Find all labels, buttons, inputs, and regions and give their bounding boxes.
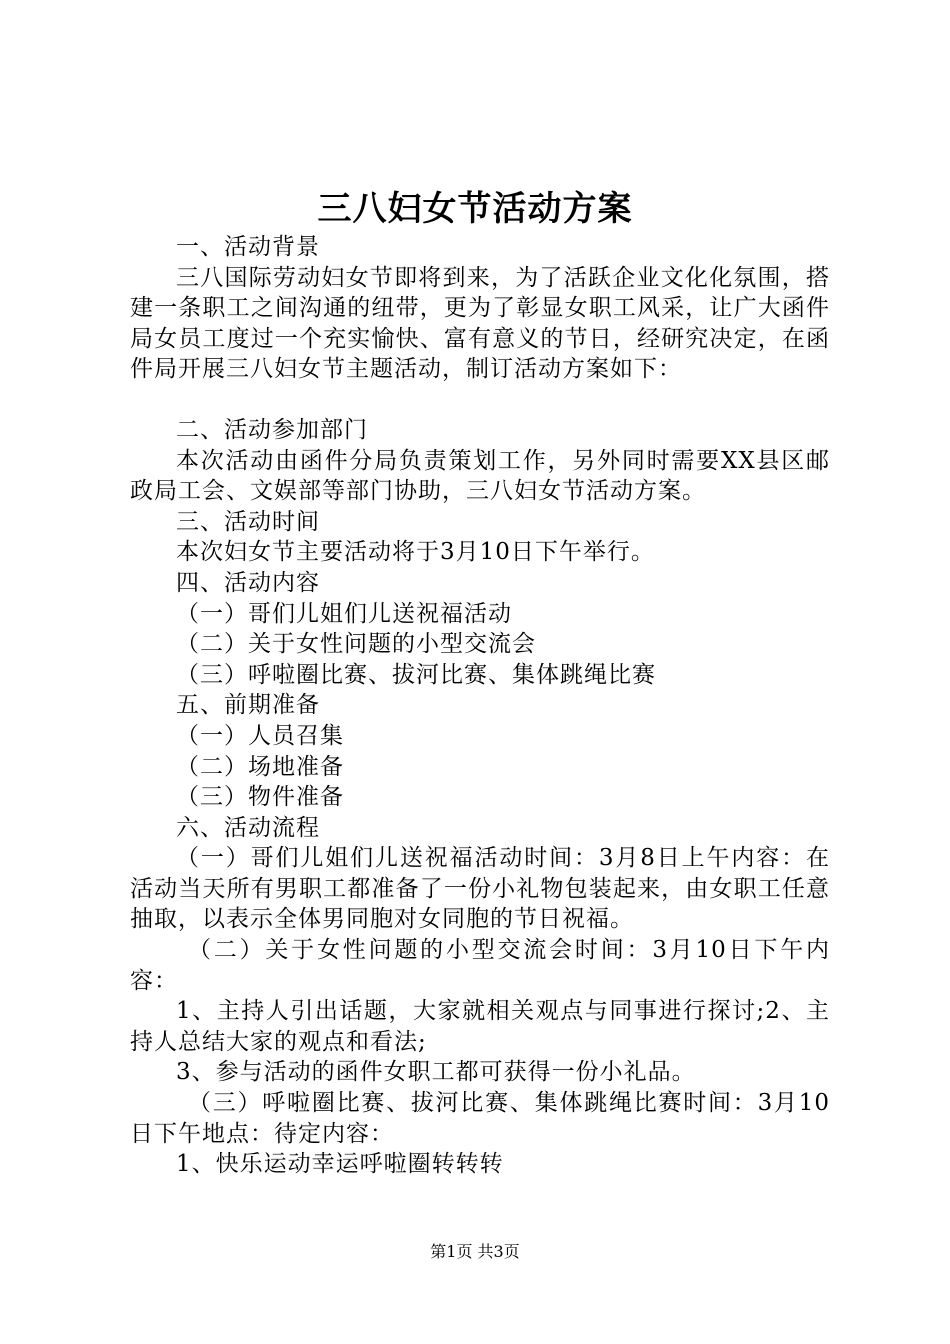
page-footer: 第1页 共3页	[430, 1242, 520, 1261]
paragraph-process-3-item-1: 1、快乐运动幸运呼啦圈转转转	[176, 1151, 504, 1178]
list-item: （一）人员召集	[176, 722, 344, 749]
paragraph-process-3: （三）呼啦圈比赛、拔河比赛、集体跳绳比赛时间：3月10日下午地点：待定内容：	[130, 1090, 830, 1147]
paragraph-process-2-items: 1、主持人引出话题，大家就相关观点与同事进行探讨;2、主持人总结大家的观点和看法;	[130, 998, 830, 1055]
paragraph-gap	[130, 385, 830, 415]
list-item: （二）关于女性问题的小型交流会	[176, 631, 536, 658]
document-title: 三八妇女节活动方案	[317, 189, 633, 229]
section-heading-time: 三、活动时间	[176, 508, 320, 535]
list-item: （一）哥们儿姐们儿送祝福活动	[176, 600, 512, 627]
paragraph-time: 本次妇女节主要活动将于3月10日下午举行。	[176, 539, 655, 566]
paragraph-departments: 本次活动由函件分局负责策划工作，另外同时需要XX县区邮政局工会、文娱部等部门协助，三八妇女节活动方案。	[130, 447, 830, 505]
section-heading-content: 四、活动内容	[176, 569, 320, 596]
section-heading-departments: 二、活动参加部门	[176, 416, 368, 443]
paragraph-process-2: （二）关于女性问题的小型交流会时间：3月10日下午内容：	[130, 937, 830, 994]
paragraph-process-2-item-3: 3、参与活动的函件女职工都可获得一份小礼品。	[176, 1059, 696, 1086]
paragraph-background: 三八国际劳动妇女节即将到来，为了活跃企业文化化氛围，搭建一条职工之间沟通的纽带，更为了彰显女职工风采，让广大函件局女员工度过一个充实愉快、富有意义的节日，经研究决定，在函件局开展三八妇女节主题活动，制订活动方案如下：	[130, 264, 830, 383]
document-body	[130, 232, 830, 1180]
list-item: （三）物件准备	[176, 784, 344, 811]
paragraph-process-1: （一）哥们儿姐们儿送祝福活动时间：3月8日上午内容：在活动当天所有男职工都准备了一份小礼物包装起来，由女职工任意抽取，以表示全体男同胞对女同胞的节日祝福。	[130, 845, 830, 933]
list-item: （三）呼啦圈比赛、拔河比赛、集体跳绳比赛	[176, 661, 656, 688]
list-item: （二）场地准备	[176, 753, 344, 780]
section-heading-process: 六、活动流程	[176, 814, 320, 841]
section-heading-preparation: 五、前期准备	[176, 692, 320, 719]
section-heading-background: 一、活动背景	[176, 234, 320, 260]
